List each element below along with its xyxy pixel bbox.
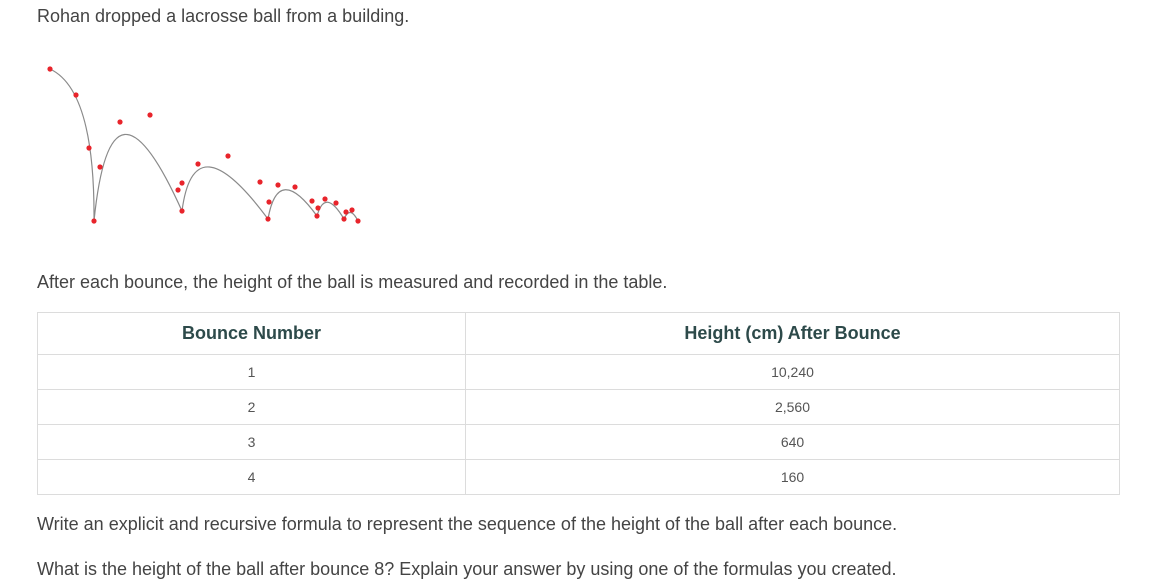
ball-position-dot (47, 66, 52, 71)
ball-position-dot (257, 179, 262, 184)
ball-position-dot (355, 218, 360, 223)
intro-text: Rohan dropped a lacrosse ball from a building. (37, 6, 410, 26)
ball-position-dot (322, 196, 327, 201)
question-2-text: What is the height of the ball after bounce 8? Explain your answer by using one of the formulas you created. (37, 559, 897, 579)
ball-position-dot (343, 209, 348, 214)
ball-position-dot (195, 161, 200, 166)
ball-position-dot (175, 187, 180, 192)
ball-position-dot (117, 119, 122, 124)
ball-position-dot (275, 182, 280, 187)
ball-position-dot (147, 112, 152, 117)
ball-position-dot (333, 200, 338, 205)
bounce-number-cell: 1 (38, 355, 466, 390)
ball-position-dot (292, 184, 297, 189)
bounce-number-cell: 4 (38, 460, 466, 495)
header-height: Height (cm) After Bounce (466, 313, 1120, 355)
table-row (38, 425, 1120, 460)
height-cell: 160 (466, 460, 1120, 495)
table-header-row (38, 313, 1120, 355)
bouncing-ball-figure (40, 58, 370, 233)
ball-position-dot (314, 213, 319, 218)
ball-position-dot (86, 145, 91, 150)
table-intro-text: After each bounce, the height of the ball is measured and recorded in the table. (37, 272, 668, 292)
ball-position-dot (73, 92, 78, 97)
ball-position-dot (266, 199, 271, 204)
table-row (38, 355, 1120, 390)
trajectory-arc (50, 69, 94, 221)
trajectory-arc (317, 202, 344, 219)
trajectory-arc (94, 134, 182, 221)
trajectory-arc (268, 190, 317, 219)
ball-position-dot (179, 208, 184, 213)
ball-position-dot (265, 216, 270, 221)
bounce-number-cell: 2 (38, 390, 466, 425)
height-cell: 2,560 (466, 390, 1120, 425)
height-cell: 640 (466, 425, 1120, 460)
ball-position-dot (309, 198, 314, 203)
trajectory-arc (182, 167, 268, 219)
height-cell: 10,240 (466, 355, 1120, 390)
ball-position-dot (349, 207, 354, 212)
question-1-text: Write an explicit and recursive formula to represent the sequence of the height of the ball after each bounce. (37, 514, 898, 534)
header-bounce-number: Bounce Number (38, 313, 466, 355)
ball-position-dot (225, 153, 230, 158)
bounce-height-table (37, 312, 1120, 495)
table-row (38, 460, 1120, 495)
ball-position-dot (315, 205, 320, 210)
ball-position-dot (91, 218, 96, 223)
ball-position-dot (341, 216, 346, 221)
table-row (38, 390, 1120, 425)
ball-position-dot (179, 180, 184, 185)
ball-position-dot (97, 164, 102, 169)
bounce-number-cell: 3 (38, 425, 466, 460)
